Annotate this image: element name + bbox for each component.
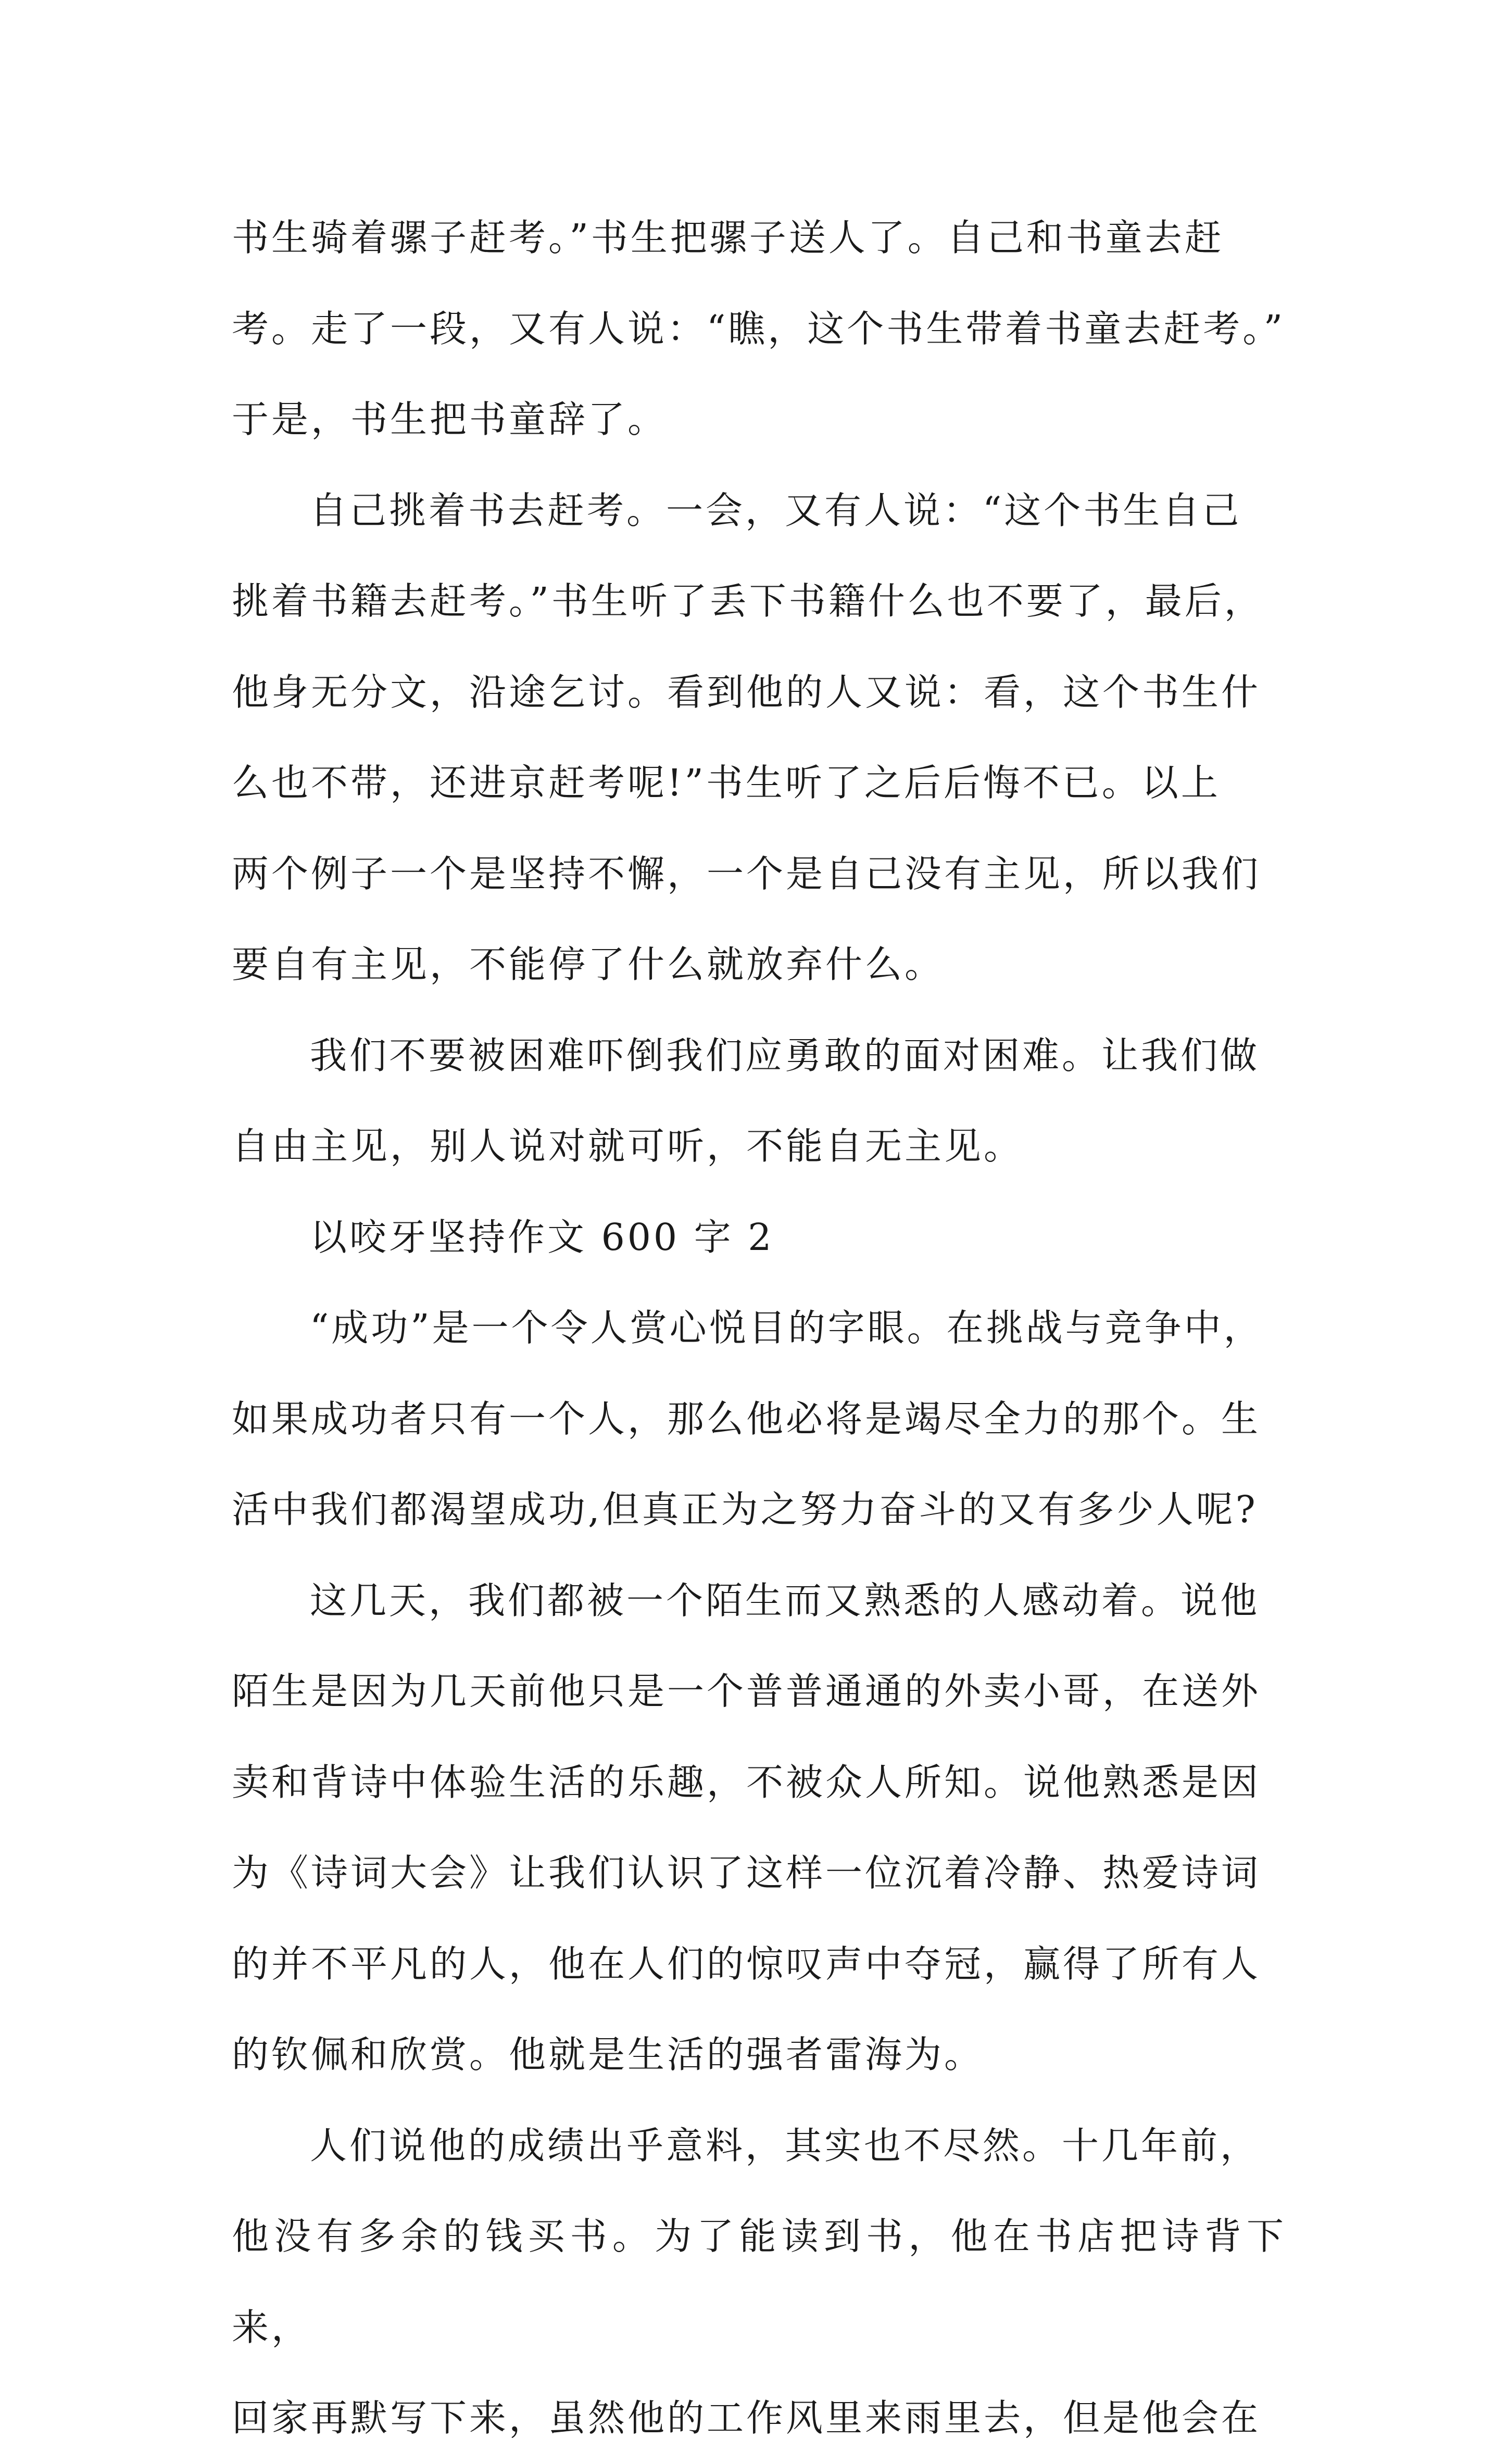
paragraph-6	[232, 2101, 1286, 2464]
text-line: 两个例子一个是坚持不懈，一个是自己没有主见，所以我们	[232, 852, 1261, 895]
text-line: 他身无分文，沿途乞讨。看到他的人又说：看，这个书生什	[232, 670, 1261, 714]
paragraph-5	[232, 1556, 1286, 2101]
paragraph-4	[232, 1283, 1286, 1556]
heading-text: 以咬牙坚持作文 600 字 2	[310, 1215, 774, 1259]
text-line: 自己挑着书去赶考。一会，又有人说：“这个书生自己	[310, 488, 1242, 532]
text-line: 的钦佩和欣赏。他就是生活的强者雷海为。	[232, 2033, 984, 2076]
text-line: 这几天，我们都被一个陌生而又熟悉的人感动着。说他	[310, 1578, 1260, 1622]
text-line: 挑着书籍去赶考。”书生听了丢下书籍什么也不要了，最后，	[232, 579, 1264, 623]
body-text	[232, 193, 1286, 2464]
paragraph-1	[232, 193, 1286, 465]
text-line: 自由主见，别人说对就可听，不能自无主见。	[232, 1124, 1024, 1168]
paragraph-2	[232, 465, 1286, 1010]
text-line: 活中我们都渴望成功,但真正为之努力奋斗的又有多少人呢?	[232, 1488, 1258, 1531]
text-line: 么也不带，还进京赶考呢!”书生听了之后后悔不已。以上	[232, 761, 1221, 804]
text-line: 回家再默写下来，虽然他的工作风里来雨里去，但是他会在	[232, 2396, 1261, 2440]
text-line: “成功”是一个令人赏心悦目的字眼。在挑战与竞争中，	[310, 1306, 1263, 1349]
text-line: 要自有主见，不能停了什么就放弃什么。	[232, 943, 945, 986]
paragraph-3	[232, 1010, 1286, 1192]
text-line: 书生骑着骡子赶考。”书生把骡子送人了。自己和书童去赶	[232, 216, 1224, 259]
text-line: 卖和背诗中体验生活的乐趣，不被众人所知。说他熟悉是因	[232, 1760, 1261, 1804]
text-line: 如果成功者只有一个人，那么他必将是竭尽全力的那个。生	[232, 1397, 1261, 1441]
text-line: 考。走了一段，又有人说：“瞧，这个书生带着书童去赶考。”	[232, 307, 1286, 350]
text-line: 为《诗词大会》让我们认识了这样一位沉着冷静、热爱诗词	[232, 1851, 1261, 1894]
text-line: 陌生是因为几天前他只是一个普普通通的外卖小哥，在送外	[232, 1670, 1261, 1713]
section-heading	[232, 1192, 1286, 1283]
text-line: 的并不平凡的人，他在人们的惊叹声中夺冠，赢得了所有人	[232, 1942, 1261, 1986]
text-line: 他没有多余的钱买书。为了能读到书，他在书店把诗背下来，	[232, 2215, 1286, 2349]
text-line: 于是，书生把书童辞了。	[232, 398, 668, 441]
text-line: 人们说他的成绩出乎意料，其实也不尽然。十几年前，	[310, 2124, 1260, 2167]
text-line: 我们不要被困难吓倒我们应勇敢的面对困难。让我们做	[310, 1033, 1260, 1077]
